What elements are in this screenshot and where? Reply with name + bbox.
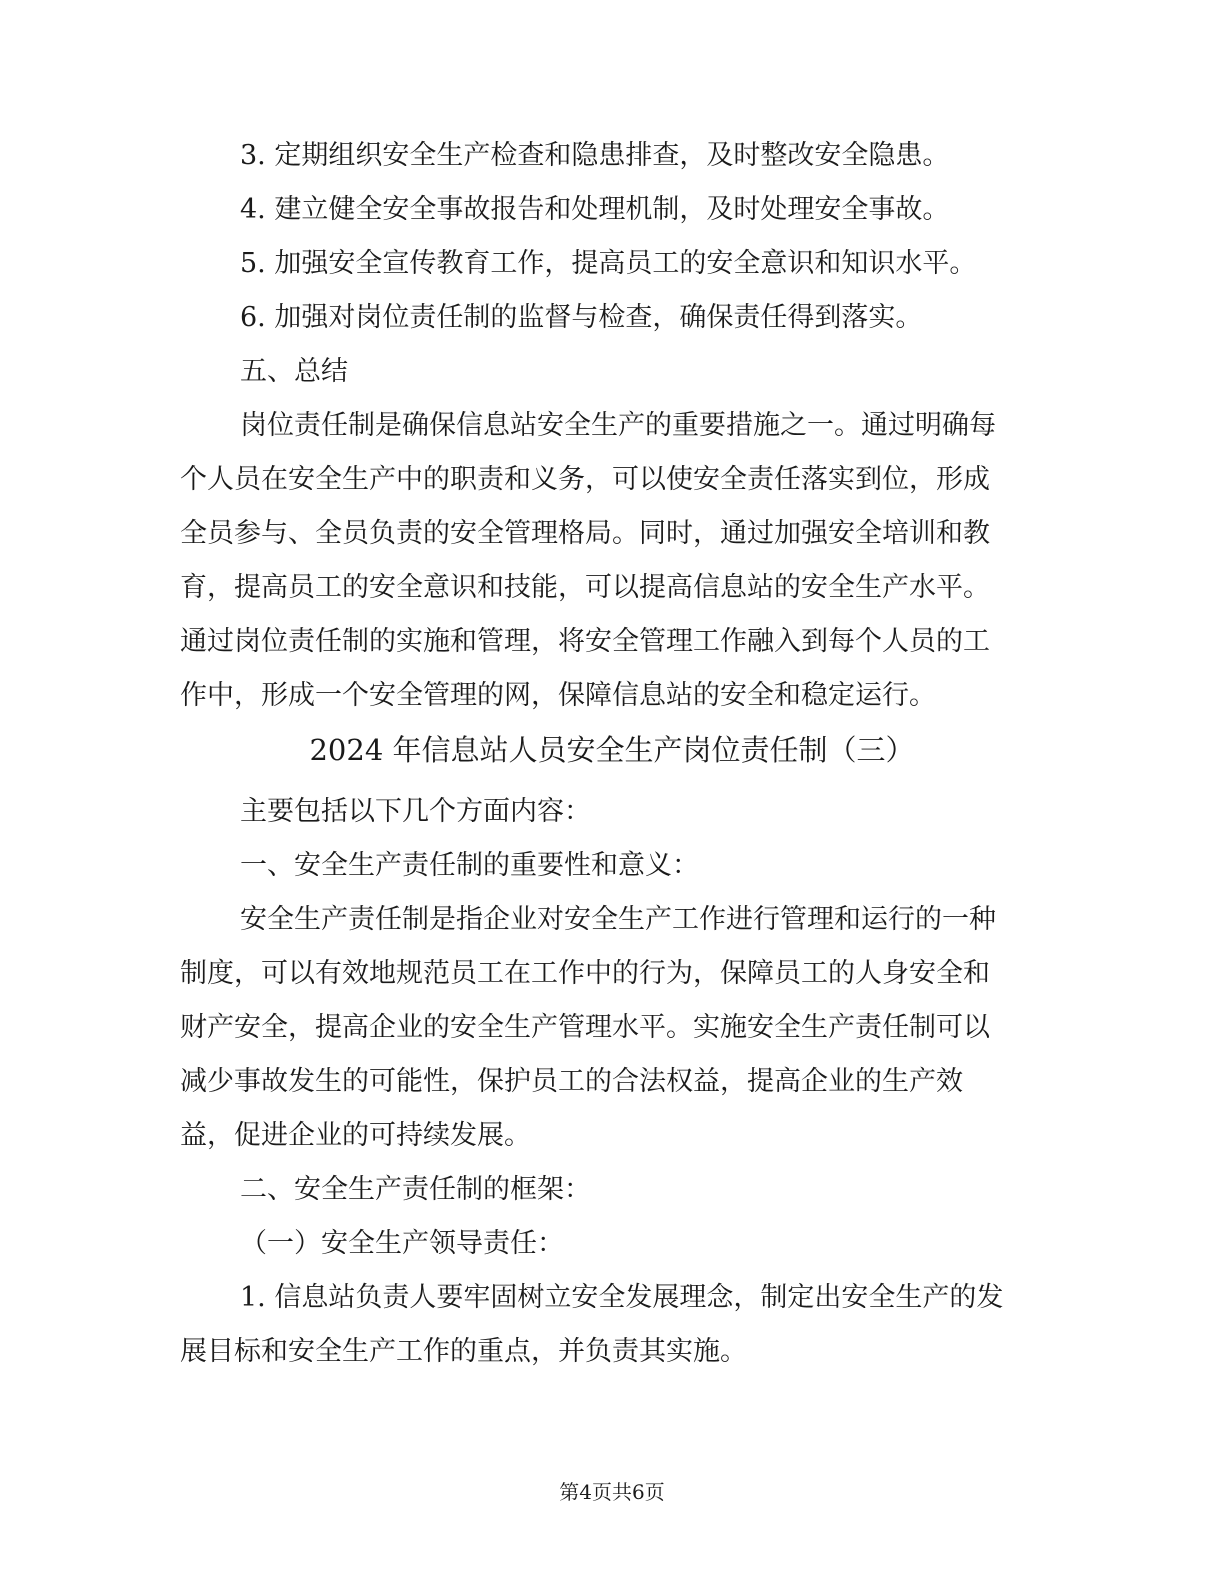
list-item: 6. 加强对岗位责任制的监督与检查，确保责任得到落实。 [240,302,923,333]
paragraph-line: 财产安全，提高企业的安全生产管理水平。实施安全生产责任制可以 [180,1012,990,1043]
list-item: 5. 加强安全宣传教育工作，提高员工的安全意识和知识水平。 [240,248,977,279]
list-item: 3. 定期组织安全生产检查和隐患排查，及时整改安全隐患。 [240,140,950,171]
paragraph-line: 制度，可以有效地规范员工在工作中的行为，保障员工的人身安全和 [180,958,990,989]
paragraph-line: 个人员在安全生产中的职责和义务，可以使安全责任落实到位，形成 [180,464,990,495]
intro-line: 主要包括以下几个方面内容： [240,796,591,827]
paragraph-line: 育，提高员工的安全意识和技能，可以提高信息站的安全生产水平。 [180,572,990,603]
paragraph-line: 展目标和安全生产工作的重点，并负责其实施。 [180,1336,747,1367]
paragraph-line: 减少事故发生的可能性，保护员工的合法权益，提高企业的生产效 [180,1066,963,1097]
list-item: 4. 建立健全安全事故报告和处理机制，及时处理安全事故。 [240,194,950,225]
paragraph-line: 1. 信息站负责人要牢固树立安全发展理念，制定出安全生产的发 [240,1282,1004,1313]
paragraph-line: 安全生产责任制是指企业对安全生产工作进行管理和运行的一种 [240,904,996,935]
paragraph-line: 益，促进企业的可持续发展。 [180,1120,531,1151]
paragraph-line: 全员参与、全员负责的安全管理格局。同时，通过加强安全培训和教 [180,518,990,549]
page-number-footer: 第4页共6页 [559,1480,665,1504]
heading-two: 二、安全生产责任制的框架： [240,1174,591,1205]
summary-heading: 五、总结 [240,356,348,387]
paragraph-line: 作中，形成一个安全管理的网，保障信息站的安全和稳定运行。 [180,680,936,711]
paragraph-line: 岗位责任制是确保信息站安全生产的重要措施之一。通过明确每 [240,410,996,441]
paragraph-line: 通过岗位责任制的实施和管理，将安全管理工作融入到每个人员的工 [180,626,990,657]
heading-one: 一、安全生产责任制的重要性和意义： [240,850,699,881]
section-title: 2024 年信息站人员安全生产岗位责任制（三） [309,733,915,767]
sub-heading-one: （一）安全生产领导责任： [240,1228,564,1259]
